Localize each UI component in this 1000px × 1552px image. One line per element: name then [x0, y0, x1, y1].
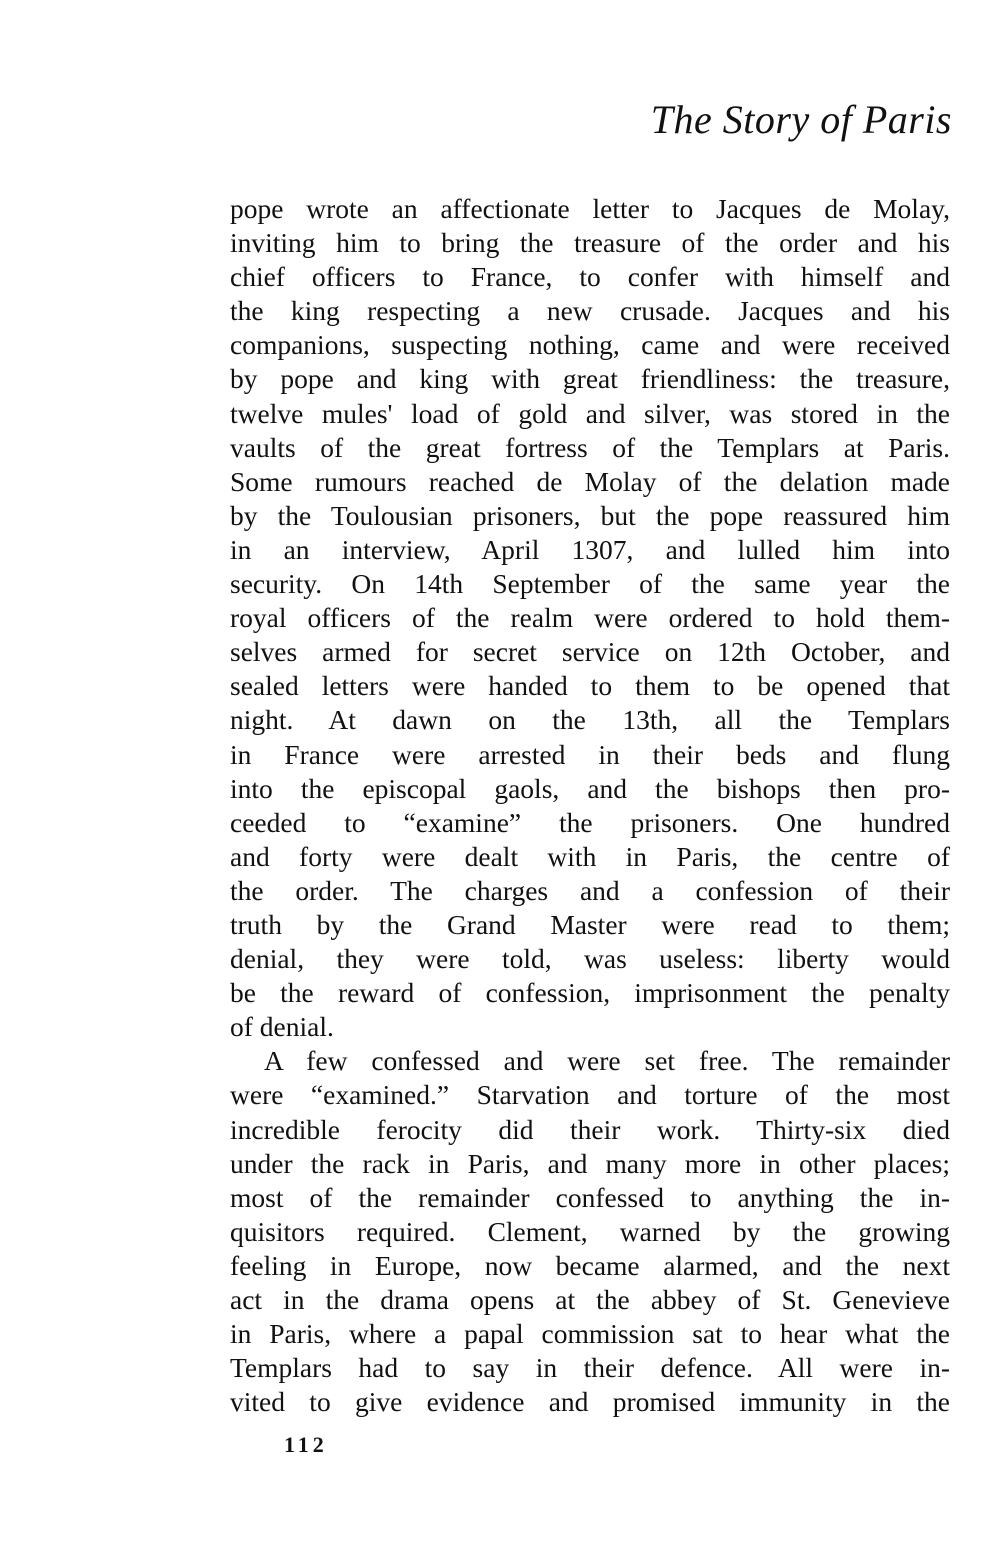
text-line: pope wrote an affectionate letter to Jacques de Molay,: [230, 193, 950, 224]
text-line: selves armed for secret service on 12th October, and: [230, 636, 950, 668]
page-number: 112: [284, 1432, 328, 1457]
text-line: in France were arrested in their beds and flung: [230, 738, 950, 770]
paragraph: [230, 1044, 950, 1419]
text-line: into the episcopal gaols, and the bishops then pro-: [230, 772, 950, 804]
text-line: in Paris, where a papal commission sat to hear what the: [230, 1318, 950, 1350]
text-line: of denial.: [230, 1011, 334, 1043]
text-line: ceeded to “examine” the prisoners. One hundred: [230, 806, 950, 838]
text-line: Templars had to say in their defence. All were in-: [230, 1352, 950, 1384]
text-line: twelve mules' load of gold and silver, was stored in the: [230, 397, 950, 429]
text-line: denial, they were told, was useless: liberty would: [230, 943, 950, 975]
text-line: and forty were dealt with in Paris, the centre of: [230, 840, 950, 872]
text-line: act in the drama opens at the abbey of St. Genevieve: [230, 1284, 950, 1315]
body-text: [230, 192, 950, 1419]
text-line: inviting him to bring the treasure of the order and his: [230, 227, 950, 259]
text-line: chief officers to France, to confer with himself and: [230, 261, 950, 293]
paragraph: [230, 192, 950, 1044]
text-line: be the reward of confession, imprisonment the penalty: [230, 977, 950, 1009]
text-line: night. At dawn on the 13th, all the Templars: [230, 704, 950, 736]
text-line: security. On 14th September of the same year the: [230, 568, 950, 600]
text-line: Some rumours reached de Molay of the delation made: [230, 465, 950, 497]
text-line: under the rack in Paris, and many more in other places;: [230, 1147, 950, 1179]
running-head-title: The Story of Paris: [650, 97, 952, 142]
text-line: sealed letters were handed to them to be opened that: [230, 670, 950, 702]
text-line: companions, suspecting nothing, came and were received: [230, 329, 950, 361]
text-line: the order. The charges and a confession of their: [230, 874, 950, 906]
text-line: were “examined.” Starvation and torture of the most: [230, 1079, 950, 1111]
text-line: by pope and king with great friendliness: the treasure,: [230, 363, 950, 395]
text-line: in an interview, April 1307, and lulled him into: [230, 533, 950, 565]
text-line: royal officers of the realm were ordered to hold them-: [230, 602, 950, 634]
text-line: incredible ferocity did their work. Thirty-six died: [230, 1113, 950, 1145]
text-line: most of the remainder confessed to anything the in-: [230, 1181, 950, 1213]
text-line: A few confessed and were set free. The remainder: [264, 1045, 950, 1077]
text-line: feeling in Europe, now became alarmed, and the next: [230, 1249, 950, 1281]
text-line: by the Toulousian prisoners, but the pope reassured him: [230, 499, 950, 531]
text-line: vited to give evidence and promised immunity in the: [230, 1386, 950, 1418]
text-line: the king respecting a new crusade. Jacques and his: [230, 295, 950, 327]
text-line: vaults of the great fortress of the Templars at Paris.: [230, 431, 950, 463]
text-line: truth by the Grand Master were read to them;: [230, 908, 950, 940]
text-line: quisitors required. Clement, warned by the growing: [230, 1215, 950, 1247]
